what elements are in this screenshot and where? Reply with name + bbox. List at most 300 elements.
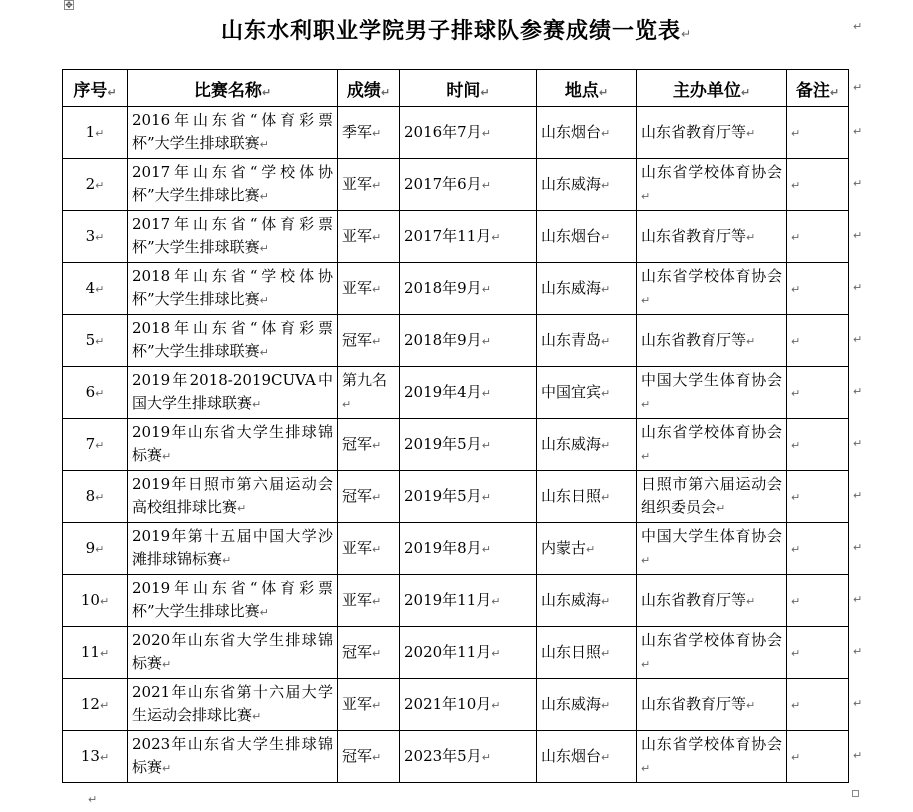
row-end-mark-icon: ↵ (853, 437, 863, 450)
cell-index[interactable] (63, 211, 128, 263)
cell-note[interactable] (787, 419, 849, 471)
cell-mark-icon: ↵ (372, 646, 382, 660)
cell-mark-icon: ↵ (746, 698, 756, 712)
cell-mark-icon: ↵ (237, 502, 247, 515)
cell-mark-icon: ↵ (601, 386, 611, 400)
cell-mark-icon: ↵ (791, 594, 801, 608)
table-row (63, 523, 849, 575)
cell-mark-icon: ↵ (791, 698, 801, 712)
cell-mark-icon: ↵ (259, 606, 269, 619)
header-label: 序号 (73, 80, 108, 101)
row-end-mark-icon: ↵ (853, 489, 863, 502)
cell-note[interactable] (787, 731, 849, 783)
cell-result[interactable] (338, 419, 400, 471)
row-end-mark-icon: ↵ (853, 697, 863, 710)
cell-competition-name-text: 2017年山东省“体育彩票杯”大学生排球联赛 (132, 215, 333, 256)
cell-index[interactable] (63, 471, 128, 523)
cell-organizer[interactable] (637, 107, 787, 159)
cell-time[interactable] (400, 159, 537, 211)
cell-organizer-text: 山东省学校体育协会 (641, 423, 782, 441)
cell-index[interactable] (63, 627, 128, 679)
header-label: 地点 (564, 80, 599, 101)
cell-result-text: 冠军 (342, 642, 373, 661)
cell-result-text: 第九名 (342, 371, 388, 389)
cell-time-text: 2018年9月 (404, 330, 482, 349)
cell-index[interactable] (63, 419, 128, 471)
cell-organizer[interactable] (637, 731, 787, 783)
cell-note[interactable] (787, 159, 849, 211)
cell-mark-icon: ↵ (791, 230, 801, 244)
cell-mark-icon: ↵ (259, 138, 269, 151)
cell-mark-icon: ↵ (641, 450, 651, 463)
header-index (63, 70, 128, 107)
header-label: 时间 (446, 80, 481, 101)
cell-competition-name[interactable] (128, 107, 338, 159)
cell-time-text: 2016年7月 (404, 122, 482, 141)
cell-competition-name[interactable] (128, 471, 338, 523)
table-move-handle[interactable]: ✥ (65, 1, 73, 11)
table-header-row (63, 70, 849, 107)
cell-time[interactable] (400, 107, 537, 159)
cell-place[interactable] (537, 263, 637, 315)
cell-mark-icon: ↵ (740, 85, 751, 99)
cell-mark-icon: ↵ (598, 85, 609, 99)
header-label: 备注 (795, 80, 830, 101)
cell-index-text: 4 (85, 278, 96, 297)
cell-mark-icon: ↵ (95, 230, 105, 244)
cell-competition-name-text: 2019年山东省大学生排球锦标赛 (132, 423, 333, 464)
cell-competition-name[interactable] (128, 315, 338, 367)
cell-result-text: 亚军 (342, 694, 373, 713)
cell-place-text: 山东威海 (541, 174, 602, 193)
cell-mark-icon: ↵ (481, 542, 491, 556)
cell-place[interactable] (537, 159, 637, 211)
cell-organizer[interactable] (637, 419, 787, 471)
row-end-mark-icon: ↵ (853, 749, 863, 762)
cell-mark-icon: ↵ (601, 698, 611, 712)
cell-index-text: 10 (80, 590, 100, 609)
cell-index[interactable] (63, 107, 128, 159)
cell-mark-icon: ↵ (95, 438, 105, 452)
cell-place[interactable] (537, 107, 637, 159)
cell-result-text: 冠军 (342, 486, 373, 505)
cell-mark-icon: ↵ (107, 85, 117, 99)
cell-mark-icon: ↵ (222, 554, 232, 567)
cell-time-text: 2020年11月 (404, 642, 492, 661)
header-name (128, 70, 338, 107)
cell-competition-name-text: 2021年山东省第十六届大学生运动会排球比赛 (132, 683, 333, 724)
table-row (63, 315, 849, 367)
cell-place-text: 山东威海 (541, 590, 602, 609)
cell-time-text: 2017年11月 (404, 226, 492, 245)
cell-mark-icon: ↵ (481, 282, 491, 296)
cell-place-text: 山东烟台 (541, 122, 602, 141)
cell-time[interactable] (400, 523, 537, 575)
cell-result[interactable] (338, 627, 400, 679)
row-end-mark-icon: ↵ (853, 385, 863, 398)
cell-organizer[interactable] (637, 159, 787, 211)
cell-mark-icon: ↵ (99, 698, 110, 712)
table-row (63, 263, 849, 315)
cell-competition-name[interactable] (128, 263, 338, 315)
cell-time-text: 2019年5月 (404, 434, 482, 453)
cell-time[interactable] (400, 731, 537, 783)
table-row (63, 419, 849, 471)
cell-mark-icon: ↵ (481, 490, 491, 504)
cell-time[interactable] (400, 211, 537, 263)
cell-organizer[interactable] (637, 627, 787, 679)
cell-organizer[interactable] (637, 211, 787, 263)
cell-competition-name[interactable] (128, 679, 338, 731)
cell-mark-icon: ↵ (601, 646, 611, 660)
cell-mark-icon: ↵ (601, 178, 611, 192)
cell-mark-icon: ↵ (481, 126, 491, 140)
cell-note[interactable] (787, 627, 849, 679)
cell-mark-icon: ↵ (641, 190, 651, 203)
cell-mark-icon: ↵ (95, 282, 105, 296)
cell-mark-icon: ↵ (261, 85, 272, 99)
table-row (63, 731, 849, 783)
cell-index-text: 7 (85, 434, 96, 453)
cell-note[interactable] (787, 575, 849, 627)
header-time (400, 70, 537, 107)
cell-mark-icon: ↵ (641, 398, 651, 411)
cell-result[interactable] (338, 159, 400, 211)
cell-mark-icon: ↵ (791, 282, 801, 296)
cell-result-text: 亚军 (342, 538, 373, 557)
cell-mark-icon: ↵ (829, 85, 840, 99)
table-body (63, 107, 849, 783)
cell-mark-icon: ↵ (99, 594, 110, 608)
row-end-mark-icon: ↵ (853, 125, 863, 138)
cell-mark-icon: ↵ (601, 594, 611, 608)
cell-mark-icon: ↵ (491, 698, 501, 712)
cell-mark-icon: ↵ (259, 242, 269, 255)
cell-place[interactable] (537, 211, 637, 263)
cell-result[interactable] (338, 471, 400, 523)
cell-place-text: 山东烟台 (541, 226, 602, 245)
cell-time[interactable] (400, 471, 537, 523)
cell-mark-icon: ↵ (95, 334, 105, 348)
cell-mark-icon: ↵ (162, 658, 172, 671)
cell-mark-icon: ↵ (791, 126, 801, 140)
row-end-mark-icon: ↵ (853, 229, 863, 242)
cell-time-text: 2017年6月 (404, 174, 482, 193)
cell-mark-icon: ↵ (99, 750, 110, 764)
cell-organizer-text: 山东省学校体育协会 (641, 267, 782, 285)
cell-mark-icon: ↵ (601, 282, 611, 296)
cell-mark-icon: ↵ (380, 85, 391, 99)
cell-place-text: 内蒙古 (541, 538, 587, 557)
header-label: 成绩 (346, 80, 381, 101)
table-row (63, 471, 849, 523)
cell-note[interactable] (787, 367, 849, 419)
cell-note[interactable] (787, 471, 849, 523)
cell-competition-name-text: 2018年山东省“学校体协杯”大学生排球比赛 (132, 267, 333, 308)
header-note (787, 70, 849, 107)
cell-place-text: 山东日照 (541, 486, 602, 505)
cell-index[interactable] (63, 679, 128, 731)
cell-mark-icon: ↵ (372, 178, 382, 192)
table-resize-handle[interactable] (852, 790, 859, 797)
cell-competition-name[interactable] (128, 159, 338, 211)
cell-competition-name[interactable] (128, 575, 338, 627)
cell-place[interactable] (537, 367, 637, 419)
cell-organizer[interactable] (637, 471, 787, 523)
cell-note[interactable] (787, 315, 849, 367)
cell-competition-name[interactable] (128, 367, 338, 419)
cell-organizer-text: 山东省教育厅等 (641, 694, 747, 713)
cell-competition-name[interactable] (128, 523, 338, 575)
cell-mark-icon: ↵ (601, 126, 611, 140)
row-end-mark-icon: ↵ (853, 80, 863, 94)
cell-index[interactable] (63, 367, 128, 419)
cell-mark-icon: ↵ (791, 646, 801, 660)
cell-index[interactable] (63, 159, 128, 211)
cell-result[interactable] (338, 107, 400, 159)
cell-result[interactable] (338, 263, 400, 315)
table-row (63, 679, 849, 731)
cell-mark-icon: ↵ (162, 762, 172, 775)
cell-time-text: 2021年10月 (404, 694, 492, 713)
cell-place[interactable] (537, 419, 637, 471)
cell-time-text: 2018年9月 (404, 278, 482, 297)
cell-place-text: 山东威海 (541, 434, 602, 453)
cell-mark-icon: ↵ (252, 710, 262, 723)
cell-organizer-text: 日照市第六届运动会组织委员会 (641, 475, 782, 516)
cell-mark-icon: ↵ (372, 334, 382, 348)
cell-time[interactable] (400, 419, 537, 471)
cell-index-text: 12 (80, 694, 100, 713)
row-end-mark-icon: ↵ (853, 177, 863, 190)
cell-organizer-text: 中国大学生体育协会 (641, 371, 782, 389)
cell-mark-icon: ↵ (601, 230, 611, 244)
cell-note[interactable] (787, 679, 849, 731)
cell-competition-name[interactable] (128, 627, 338, 679)
cell-result[interactable] (338, 367, 400, 419)
cell-organizer-text: 山东省教育厅等 (641, 590, 747, 609)
cell-mark-icon: ↵ (601, 438, 611, 452)
page-title: 山东水利职业学院男子排球队参赛成绩一览表↵ (220, 19, 693, 44)
cell-mark-icon: ↵ (372, 490, 382, 504)
cell-place-text: 中国宜宾 (541, 382, 602, 401)
cell-competition-name-text: 2019年第十五届中国大学沙滩排球锦标赛 (132, 527, 333, 568)
cell-index[interactable] (63, 263, 128, 315)
cell-result-text: 亚军 (342, 590, 373, 609)
cell-index-text: 5 (85, 330, 96, 349)
cell-result-text: 冠军 (342, 746, 373, 765)
cell-time[interactable] (400, 679, 537, 731)
cell-mark-icon: ↵ (601, 490, 611, 504)
header-label: 主办单位 (672, 80, 741, 101)
cell-organizer[interactable] (637, 263, 787, 315)
cell-index-text: 8 (85, 486, 96, 505)
table-row (63, 575, 849, 627)
cell-index-text: 13 (80, 746, 100, 765)
cell-result[interactable] (338, 315, 400, 367)
cell-organizer[interactable] (637, 523, 787, 575)
header-organizer (637, 70, 787, 107)
cell-mark-icon: ↵ (791, 438, 801, 452)
cell-note[interactable] (787, 263, 849, 315)
cell-note[interactable] (787, 211, 849, 263)
cell-organizer[interactable] (637, 367, 787, 419)
cell-organizer-text: 山东省教育厅等 (641, 330, 747, 349)
cell-time-text: 2019年11月 (404, 590, 492, 609)
cell-competition-name-text: 2020年山东省大学生排球锦标赛 (132, 631, 333, 672)
cell-organizer[interactable] (637, 315, 787, 367)
table-row (63, 211, 849, 263)
cell-organizer-text: 山东省学校体育协会 (641, 631, 782, 649)
cell-mark-icon: ↵ (372, 282, 382, 296)
cell-mark-icon: ↵ (716, 502, 726, 515)
cell-mark-icon: ↵ (372, 438, 382, 452)
cell-competition-name[interactable] (128, 211, 338, 263)
cell-mark-icon: ↵ (481, 750, 491, 764)
cell-index[interactable] (63, 575, 128, 627)
cell-mark-icon: ↵ (641, 762, 651, 775)
cell-mark-icon: ↵ (95, 542, 105, 556)
cell-organizer-text: 山东省学校体育协会 (641, 163, 782, 181)
cell-mark-icon: ↵ (372, 126, 382, 140)
cell-time[interactable] (400, 627, 537, 679)
cell-competition-name-text: 2019年2018-2019CUVA中国大学生排球联赛 (132, 371, 333, 412)
row-end-mark-icon: ↵ (853, 333, 863, 346)
table-row (63, 107, 849, 159)
row-end-mark-icon: ↵ (853, 281, 863, 294)
cell-place[interactable] (537, 523, 637, 575)
cell-place[interactable] (537, 575, 637, 627)
cell-result[interactable] (338, 211, 400, 263)
cell-mark-icon: ↵ (95, 490, 105, 504)
cell-organizer-text: 山东省教育厅等 (641, 122, 747, 141)
cell-place-text: 山东青岛 (541, 330, 602, 349)
cell-mark-icon: ↵ (791, 178, 801, 192)
cell-mark-icon: ↵ (791, 750, 801, 764)
cell-mark-icon: ↵ (791, 386, 801, 400)
cell-result[interactable] (338, 523, 400, 575)
cell-mark-icon: ↵ (601, 750, 611, 764)
paragraph-mark-icon: ↵ (88, 793, 98, 806)
cell-mark-icon: ↵ (95, 126, 105, 140)
cell-place[interactable] (537, 627, 637, 679)
cell-mark-icon: ↵ (372, 698, 382, 712)
cell-index-text: 1 (85, 122, 96, 141)
cell-index[interactable] (63, 731, 128, 783)
cell-organizer-text: 中国大学生体育协会 (641, 527, 782, 545)
cell-place[interactable] (537, 315, 637, 367)
cell-note[interactable] (787, 523, 849, 575)
cell-mark-icon: ↵ (99, 646, 110, 660)
cell-mark-icon: ↵ (481, 386, 491, 400)
cell-index[interactable] (63, 315, 128, 367)
cell-place-text: 山东烟台 (541, 746, 602, 765)
table-row (63, 627, 849, 679)
cell-result-text: 亚军 (342, 278, 373, 297)
cell-result[interactable] (338, 679, 400, 731)
cell-place[interactable] (537, 731, 637, 783)
cell-time[interactable] (400, 367, 537, 419)
header-place (537, 70, 637, 107)
cell-organizer-text: 山东省学校体育协会 (641, 735, 782, 753)
cell-mark-icon: ↵ (641, 294, 651, 307)
cell-mark-icon: ↵ (342, 398, 352, 411)
cell-index-text: 6 (85, 382, 96, 401)
cell-time[interactable] (400, 315, 537, 367)
cell-organizer[interactable] (637, 679, 787, 731)
cell-time-text: 2019年5月 (404, 486, 482, 505)
cell-place[interactable] (537, 471, 637, 523)
cell-result[interactable] (338, 575, 400, 627)
cell-mark-icon: ↵ (480, 85, 490, 99)
cell-organizer-text: 山东省教育厅等 (641, 226, 747, 245)
cell-place[interactable] (537, 679, 637, 731)
cell-mark-icon: ↵ (641, 554, 651, 567)
cell-competition-name-text: 2017年山东省“学校体协杯”大学生排球比赛 (132, 163, 333, 204)
cell-mark-icon: ↵ (746, 594, 756, 608)
cell-mark-icon: ↵ (746, 230, 756, 244)
cell-competition-name-text: 2018年山东省“体育彩票杯”大学生排球联赛 (132, 319, 333, 360)
row-end-mark-icon: ↵ (853, 541, 863, 554)
cell-result[interactable] (338, 731, 400, 783)
cell-mark-icon: ↵ (372, 594, 382, 608)
cell-result-text: 亚军 (342, 174, 373, 193)
cell-mark-icon: ↵ (491, 594, 501, 608)
header-result (338, 70, 400, 107)
cell-index[interactable] (63, 523, 128, 575)
cell-time-text: 2019年8月 (404, 538, 482, 557)
cell-place-text: 山东威海 (541, 278, 602, 297)
row-end-mark-icon: ↵ (853, 645, 863, 658)
cell-mark-icon: ↵ (259, 190, 269, 203)
cell-competition-name-text: 2019年山东省“体育彩票杯”大学生排球比赛 (132, 579, 333, 620)
cell-mark-icon: ↵ (252, 398, 262, 411)
cell-index-text: 11 (80, 642, 100, 661)
cell-time[interactable] (400, 263, 537, 315)
cell-competition-name[interactable] (128, 731, 338, 783)
cell-mark-icon: ↵ (481, 334, 491, 348)
cell-competition-name-text: 2016年山东省“体育彩票杯”大学生排球联赛 (132, 111, 333, 152)
table-row (63, 159, 849, 211)
cell-mark-icon: ↵ (791, 334, 801, 348)
row-end-mark-icon: ↵ (853, 593, 863, 606)
cell-mark-icon: ↵ (95, 386, 105, 400)
cell-mark-icon: ↵ (372, 230, 382, 244)
cell-mark-icon: ↵ (162, 450, 172, 463)
cell-result-text: 冠军 (342, 330, 373, 349)
cell-competition-name-text: 2019年日照市第六届运动会高校组排球比赛 (132, 475, 333, 516)
cell-index-text: 3 (85, 226, 96, 245)
cell-mark-icon: ↵ (372, 542, 382, 556)
cell-mark-icon: ↵ (259, 294, 269, 307)
cell-mark-icon: ↵ (746, 334, 756, 348)
cell-organizer[interactable] (637, 575, 787, 627)
cell-time-text: 2023年5月 (404, 746, 482, 765)
paragraph-mark-icon: ↵ (680, 27, 693, 41)
cell-time[interactable] (400, 575, 537, 627)
cell-mark-icon: ↵ (601, 334, 611, 348)
cell-mark-icon: ↵ (586, 542, 596, 556)
table-row (63, 367, 849, 419)
cell-index-text: 2 (85, 174, 96, 193)
header-label: 比赛名称 (193, 80, 262, 101)
cell-note[interactable] (787, 107, 849, 159)
cell-mark-icon: ↵ (491, 230, 501, 244)
cell-mark-icon: ↵ (641, 658, 651, 671)
cell-index-text: 9 (85, 538, 96, 557)
cell-place-text: 山东日照 (541, 642, 602, 661)
cell-competition-name[interactable] (128, 419, 338, 471)
